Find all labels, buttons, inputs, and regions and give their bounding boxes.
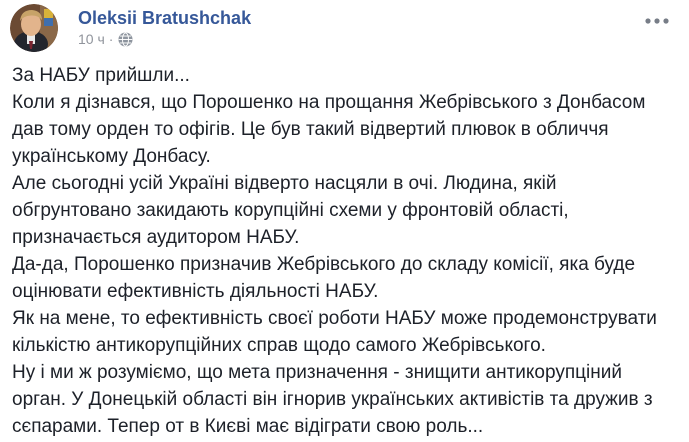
avatar-photo [10, 4, 58, 52]
post-paragraph: Ну і ми ж розуміємо, що мета призначення - знищити антикорупціний орган. У Донецькій області він ігнорив українських активістів та дружив з сєпарами. Тепер от в Києві має відіграти свою роль... [12, 362, 653, 437]
meta-separator: · [108, 31, 114, 47]
post-paragraph: Коли я дізнався, що Порошенко на прощання Жебрівського з Донбасом дав тому орден то офігів. Це був такий відвертий плювок в обличчя українському Донбасу. [12, 92, 646, 167]
post-header [0, 0, 689, 56]
header-info [78, 7, 251, 48]
globe-icon [118, 32, 133, 47]
post-body [0, 56, 689, 440]
post-paragraph: Але сьогодні усій Україні відверто насцяли в очі. Людина, якій обгрунтовано закидають корупційні схеми у фронтовій області, призначається аудитором НАБУ. [12, 173, 569, 248]
author-name-link[interactable]: Oleksii Bratushchak [78, 8, 252, 28]
post-paragraph: За НАБУ прийшли... [12, 65, 190, 86]
post-paragraph: Да-да, Порошенко призначив Жебрівського до складу комісії, яка буде оцінювати ефективність діяльності НАБУ. [12, 254, 636, 302]
avatar[interactable] [10, 4, 58, 52]
post-paragraph: Як на мене, то ефективність своєї роботи НАБУ може продемонструвати кількістю антикорупційних справ щодо самого Жебрівського. [12, 308, 657, 356]
post-meta [78, 31, 251, 48]
ellipsis-icon [645, 18, 669, 24]
post-options-button[interactable] [641, 13, 669, 29]
post-timestamp[interactable]: 10 ч [78, 31, 105, 47]
